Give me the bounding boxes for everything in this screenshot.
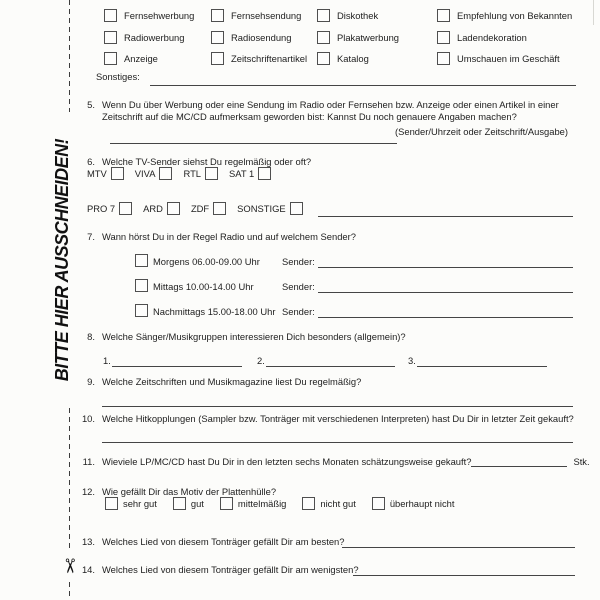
question-text: Welche Zeitschriften und Musikmagazine liest Du regelmäßig?	[102, 376, 362, 387]
channel-option	[229, 167, 271, 180]
question-text: Wenn Du über Werbung oder eine Sendung im Radio oder Fernsehen bzw. Anzeige oder einen Artikel in einer Zeitschrift auf die MC/CD aufmerksam geworden bist: Kannst Du noch genauere Angaben machen?	[102, 99, 559, 122]
question-number: 9.	[87, 376, 95, 387]
tv-channel-row-2	[87, 202, 314, 215]
other-sources-label: Sonstiges:	[96, 71, 140, 82]
checkbox[interactable]	[437, 9, 450, 22]
slot-label: Morgens 06.00-09.00 Uhr	[153, 256, 260, 267]
checkbox[interactable]	[317, 9, 330, 22]
channel-label: SAT 1	[229, 168, 255, 179]
rating-label: gut	[190, 498, 204, 509]
question-text: Welche Sänger/Musikgruppen interessieren Dich besonders (allgemein)?	[102, 331, 406, 342]
question-6	[80, 156, 585, 168]
source-option	[437, 5, 600, 27]
channel-label: MTV	[87, 168, 107, 179]
artist-answer-line-3[interactable]	[417, 366, 547, 367]
checkbox[interactable]	[105, 497, 118, 510]
checkbox[interactable]	[302, 497, 315, 510]
radio-slot-noon	[135, 279, 580, 295]
sender-answer-line[interactable]	[318, 317, 573, 318]
question-number: 14.	[81, 564, 95, 575]
radio-slot-morning	[135, 254, 580, 270]
source-option-label: Anzeige	[124, 53, 158, 65]
question-text: Welches Lied von diesem Tonträger gefällt Dir am besten?	[102, 536, 345, 547]
sender-label: Sender:	[282, 281, 315, 292]
checkbox[interactable]	[258, 167, 271, 180]
sender-answer-line[interactable]	[318, 292, 573, 293]
source-option	[211, 27, 317, 49]
source-option	[317, 48, 437, 70]
source-option-label: Plakatwerbung	[337, 31, 400, 43]
blank-number: 3.	[408, 355, 416, 366]
checkbox[interactable]	[372, 497, 385, 510]
radio-slot-afternoon	[135, 304, 580, 320]
question-5-answer-line[interactable]	[110, 143, 397, 144]
rating-option	[173, 497, 204, 510]
source-option-label: Diskothek	[337, 10, 379, 22]
question-number: 7.	[87, 231, 95, 242]
question-number: 5.	[87, 99, 95, 110]
other-channel-answer-line[interactable]	[318, 216, 573, 217]
channel-option	[237, 202, 302, 215]
channel-label: SONSTIGE	[237, 203, 286, 214]
channel-option	[87, 167, 124, 180]
checkbox[interactable]	[135, 254, 148, 267]
source-option-label: Fernsehwerbung	[124, 10, 195, 22]
question-12	[80, 486, 585, 498]
channel-option	[183, 167, 218, 180]
source-option-label: Ladendekoration	[457, 31, 527, 43]
unit-label: Stk.	[573, 456, 590, 467]
checkbox[interactable]	[135, 279, 148, 292]
question-13-answer-line[interactable]	[342, 547, 575, 548]
rating-options-row	[105, 497, 470, 510]
cut-dashed-line-top	[69, 0, 70, 112]
checkbox[interactable]	[173, 497, 186, 510]
source-option-label: Fernsehsendung	[231, 10, 302, 22]
question-5	[80, 99, 585, 122]
checkbox[interactable]	[317, 31, 330, 44]
channel-option	[191, 202, 226, 215]
awareness-source-grid	[104, 5, 600, 70]
checkbox[interactable]	[135, 304, 148, 317]
source-option-label: Radiosendung	[231, 31, 292, 43]
question-9	[80, 376, 585, 388]
rating-label: mittelmäßig	[237, 498, 287, 509]
checkbox[interactable]	[104, 9, 117, 22]
question-text: Welche Hitkopplungen (Sampler bzw. Tonträger mit verschiedenen Interpreten) hast Du Dir in letzter Zeit gekauft?	[102, 413, 574, 424]
question-text: Welche TV-Sender siehst Du regelmäßig oder oft?	[102, 156, 312, 167]
question-14	[80, 564, 585, 576]
question-number: 13.	[81, 536, 95, 547]
artist-answer-line-2[interactable]	[266, 366, 395, 367]
source-option	[104, 48, 211, 70]
checkbox[interactable]	[104, 52, 117, 65]
source-option	[104, 27, 211, 49]
sender-label: Sender:	[282, 256, 315, 267]
source-option-label: Radiowerbung	[124, 31, 185, 43]
checkbox[interactable]	[290, 202, 303, 215]
question-5-hint: (Sender/Uhrzeit oder Zeitschrift/Ausgabe)	[395, 126, 568, 137]
source-option	[437, 27, 600, 49]
checkbox[interactable]	[437, 52, 450, 65]
channel-label: VIVA	[134, 168, 156, 179]
checkbox[interactable]	[213, 202, 226, 215]
sender-label: Sender:	[282, 306, 315, 317]
question-10	[80, 413, 585, 425]
question-number: 11.	[82, 456, 95, 467]
cut-dashed-line-bottom	[69, 582, 70, 600]
question-number: 6.	[87, 156, 95, 167]
question-number: 8.	[87, 331, 95, 342]
source-option	[104, 5, 211, 27]
source-option	[211, 48, 317, 70]
rating-label: sehr gut	[123, 498, 157, 509]
cut-here-label: BITTE HIER AUSSCHNEIDEN!	[52, 138, 72, 382]
checkbox[interactable]	[211, 31, 224, 44]
source-option-label: Katalog	[337, 53, 369, 65]
question-text: Wieviele LP/MC/CD hast Du Dir in den letzten sechs Monaten schätzungsweise gekauft?	[102, 456, 472, 467]
source-option-label: Empfehlung von Bekannten	[457, 10, 573, 22]
checkbox[interactable]	[211, 52, 224, 65]
checkbox[interactable]	[205, 167, 218, 180]
question-number: 12.	[81, 486, 95, 497]
sender-answer-line[interactable]	[318, 267, 573, 268]
channel-option	[87, 202, 132, 215]
channel-label: RTL	[183, 168, 202, 179]
tv-channel-row-1	[87, 167, 282, 180]
other-sources-answer-line[interactable]	[150, 85, 576, 86]
cut-dashed-line-middle	[69, 408, 70, 552]
channel-label: PRO 7	[87, 203, 116, 214]
blank-number: 1.	[103, 355, 111, 366]
rating-option	[220, 497, 286, 510]
question-11	[80, 456, 590, 468]
checkbox[interactable]	[220, 497, 233, 510]
question-8	[80, 331, 585, 343]
channel-option	[135, 167, 173, 180]
question-9-answer-line[interactable]	[102, 406, 573, 407]
slot-label: Nachmittags 15.00-18.00 Uhr	[153, 306, 276, 317]
question-13	[80, 536, 585, 548]
slot-label: Mittags 10.00-14.00 Uhr	[153, 281, 254, 292]
blank-number: 2.	[257, 355, 265, 366]
checkbox[interactable]	[111, 167, 124, 180]
question-text: Welches Lied von diesem Tonträger gefällt Dir am wenigsten?	[102, 564, 359, 575]
artist-answer-line-1[interactable]	[112, 366, 242, 367]
source-option	[317, 5, 437, 27]
rating-label: überhaupt nicht	[389, 498, 455, 509]
source-option	[317, 27, 437, 49]
rating-option	[372, 497, 455, 510]
checkbox[interactable]	[119, 202, 132, 215]
question-14-answer-line[interactable]	[353, 575, 575, 576]
question-number: 10.	[81, 413, 95, 424]
question-7	[80, 231, 585, 243]
source-option-label: Zeitschriftenartikel	[231, 53, 308, 65]
question-text: Wann hörst Du in der Regel Radio und auf welchem Sender?	[102, 231, 356, 242]
channel-label: ARD	[143, 203, 163, 214]
checkbox[interactable]	[104, 31, 117, 44]
source-option-label: Umschauen im Geschäft	[457, 53, 560, 65]
checkbox[interactable]	[437, 31, 450, 44]
question-text: Wie gefällt Dir das Motiv der Plattenhülle?	[102, 486, 277, 497]
checkbox[interactable]	[317, 52, 330, 65]
checkbox[interactable]	[159, 167, 172, 180]
question-10-answer-line[interactable]	[102, 442, 573, 443]
checkbox[interactable]	[167, 202, 180, 215]
checkbox[interactable]	[211, 9, 224, 22]
channel-label: ZDF	[190, 203, 210, 214]
source-option	[211, 5, 317, 27]
channel-option	[143, 202, 180, 215]
scissors-icon: ✂	[58, 557, 81, 575]
rating-option	[302, 497, 355, 510]
rating-label: nicht gut	[320, 498, 356, 509]
source-option	[437, 48, 600, 70]
rating-option	[105, 497, 157, 510]
quantity-answer-line[interactable]	[471, 457, 567, 467]
